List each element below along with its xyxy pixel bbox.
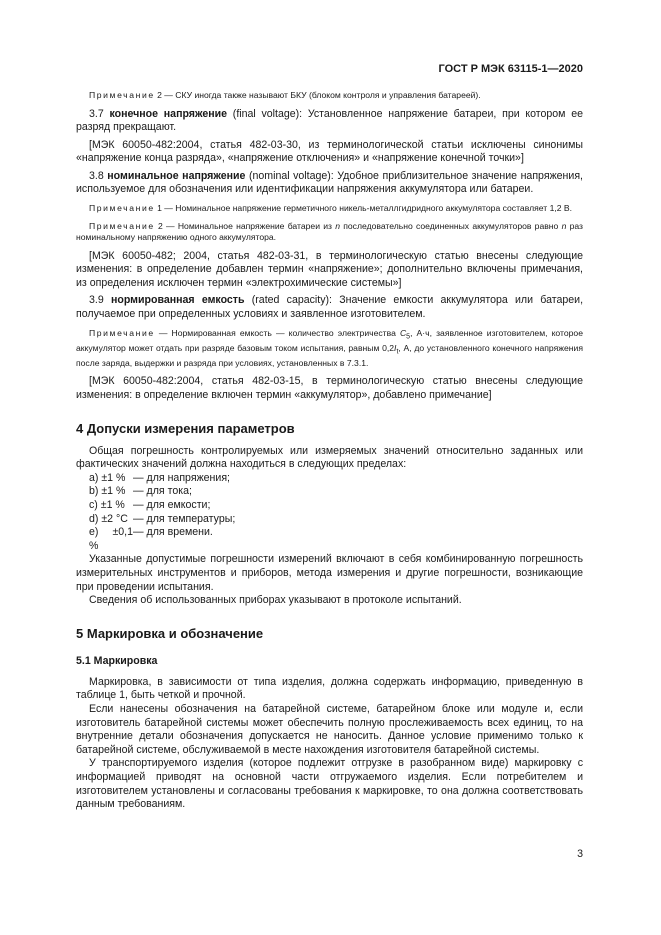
list-item: e) ±0,1 % — для времени. [89, 526, 213, 552]
page-body [76, 90, 583, 812]
section-5-paragraph-1: Маркировка, в зависимости от типа изделия, должна содержать информацию, приведенную в таблице 1, быть четкой и прочной. [76, 675, 583, 702]
section-5-heading: 5 Маркировка и обозначение [76, 625, 264, 641]
section-4-intro: Общая погрешность контролируемых или измеряемых значений относительно заданных или фактических значений должна находиться в следующих пределах: [76, 444, 583, 471]
note-sku: Примечание 2 — СКУ иногда также называют БКУ (блоком контроля и управления батареей). [89, 90, 481, 100]
section-5-paragraph-3: У транспортируемого изделия (которое подлежит отгрузке в разобранном виде) маркировку с информацией приводят на основной части отгружаемого изделия. Если потребителем и изготовителем установлены и согласованы требования к маркировке, то она должна соответствовать данным требованиям. [76, 757, 583, 811]
term-3-9-note: Примечание — Нормированная емкость — количество электричества $C_5$, А·ч, заявленное изготовителем, которое аккумулятор может отдать при разряде базовым током испытания, равным $0,2I_t$, А, до установленного конечного напряжения после заряда, выдержки и разряда при условиях, установленных в 7.3.1. [76, 327, 583, 368]
section-4-paragraph-2: Сведения об использованных приборах указывают в протоколе испытаний. [89, 594, 462, 607]
term-3-7: 3.7 конечное напряжение (final voltage): Установленное напряжение батареи, при котором ее разряд прекращают. [76, 107, 583, 134]
term-3-9-reference: [МЭК 60050-482:2004, статья 482-03-15, в терминологическую статью внесены следующие изменения: в определение включен термин «аккумулятор», добавлено примечание] [76, 375, 583, 402]
term-3-9: 3.9 нормированная емкость (rated capacity): Значение емкости аккумулятора или батареи, получаемое при определенных условиях и заявленное изготовителем. [76, 294, 584, 320]
term-3-8-note-2: Примечание 2 — Номинальное напряжение батареи из n последовательно соединенных аккумуляторов равно n раз номинальному напряжению одного аккумулятора. [76, 220, 583, 243]
term-3-8-reference: [МЭК 60050-482; 2004, статья 482-03-31, в терминологическую статью внесены следующие изменения: в определение добавлен термин «напряжение»; дополнительно включены примечания, из определения исключен термин «электрохимические системы»] [76, 249, 583, 289]
section-5-paragraph-2: Если нанесены обозначения на батарейной системе, батарейном блоке или модуле и, если изготовитель батарейной системы может обеспечить полную прослеживаемость всех единиц, то на внутренние детали обозначения допускается не наносить. Данное условие применимо только к батарейной системе, обслуживаемой в месте нахождения изготовителя батарейной системы. [76, 702, 583, 756]
list-item: а) ±1 % — для напряжения; [89, 471, 230, 484]
term-3-8: 3.8 номинальное напряжение (nominal voltage): Удобное приблизительное значение напряжения, используемое для обозначения или идентификации напряжения аккумулятора или батареи. [76, 169, 583, 196]
section-4-paragraph-1: Указанные допустимые погрешности измерений включают в себя комбинированную погрешность измерительных инструментов и приборов, метода измерения и другие погрешности, возникающие при проведении испытания. [76, 553, 583, 593]
section-4-heading: 4 Допуски измерения параметров [76, 420, 295, 436]
document-header: ГОСТ Р МЭК 63115-1—2020 [438, 63, 583, 75]
list-item: c) ±1 % — для емкости; [89, 499, 211, 512]
tolerance-list [76, 472, 583, 554]
list-item: d) ±2 °С — для температуры; [89, 512, 236, 525]
term-3-8-note-1: Примечание 1 — Номинальное напряжение герметичного никель-металлгидридного аккумулятора составляет 1,2 В. [89, 203, 573, 214]
list-item: b) ±1 % — для тока; [89, 485, 192, 498]
term-3-7-reference: [МЭК 60050-482:2004, статья 482-03-30, из терминологической статьи исключены синонимы «напряжение конца разряда», «напряжение отключения» и «напряжение конечной точки»] [76, 138, 583, 165]
subsection-5-1-heading: 5.1 Маркировка [76, 654, 158, 667]
page-number: 3 [577, 848, 583, 860]
